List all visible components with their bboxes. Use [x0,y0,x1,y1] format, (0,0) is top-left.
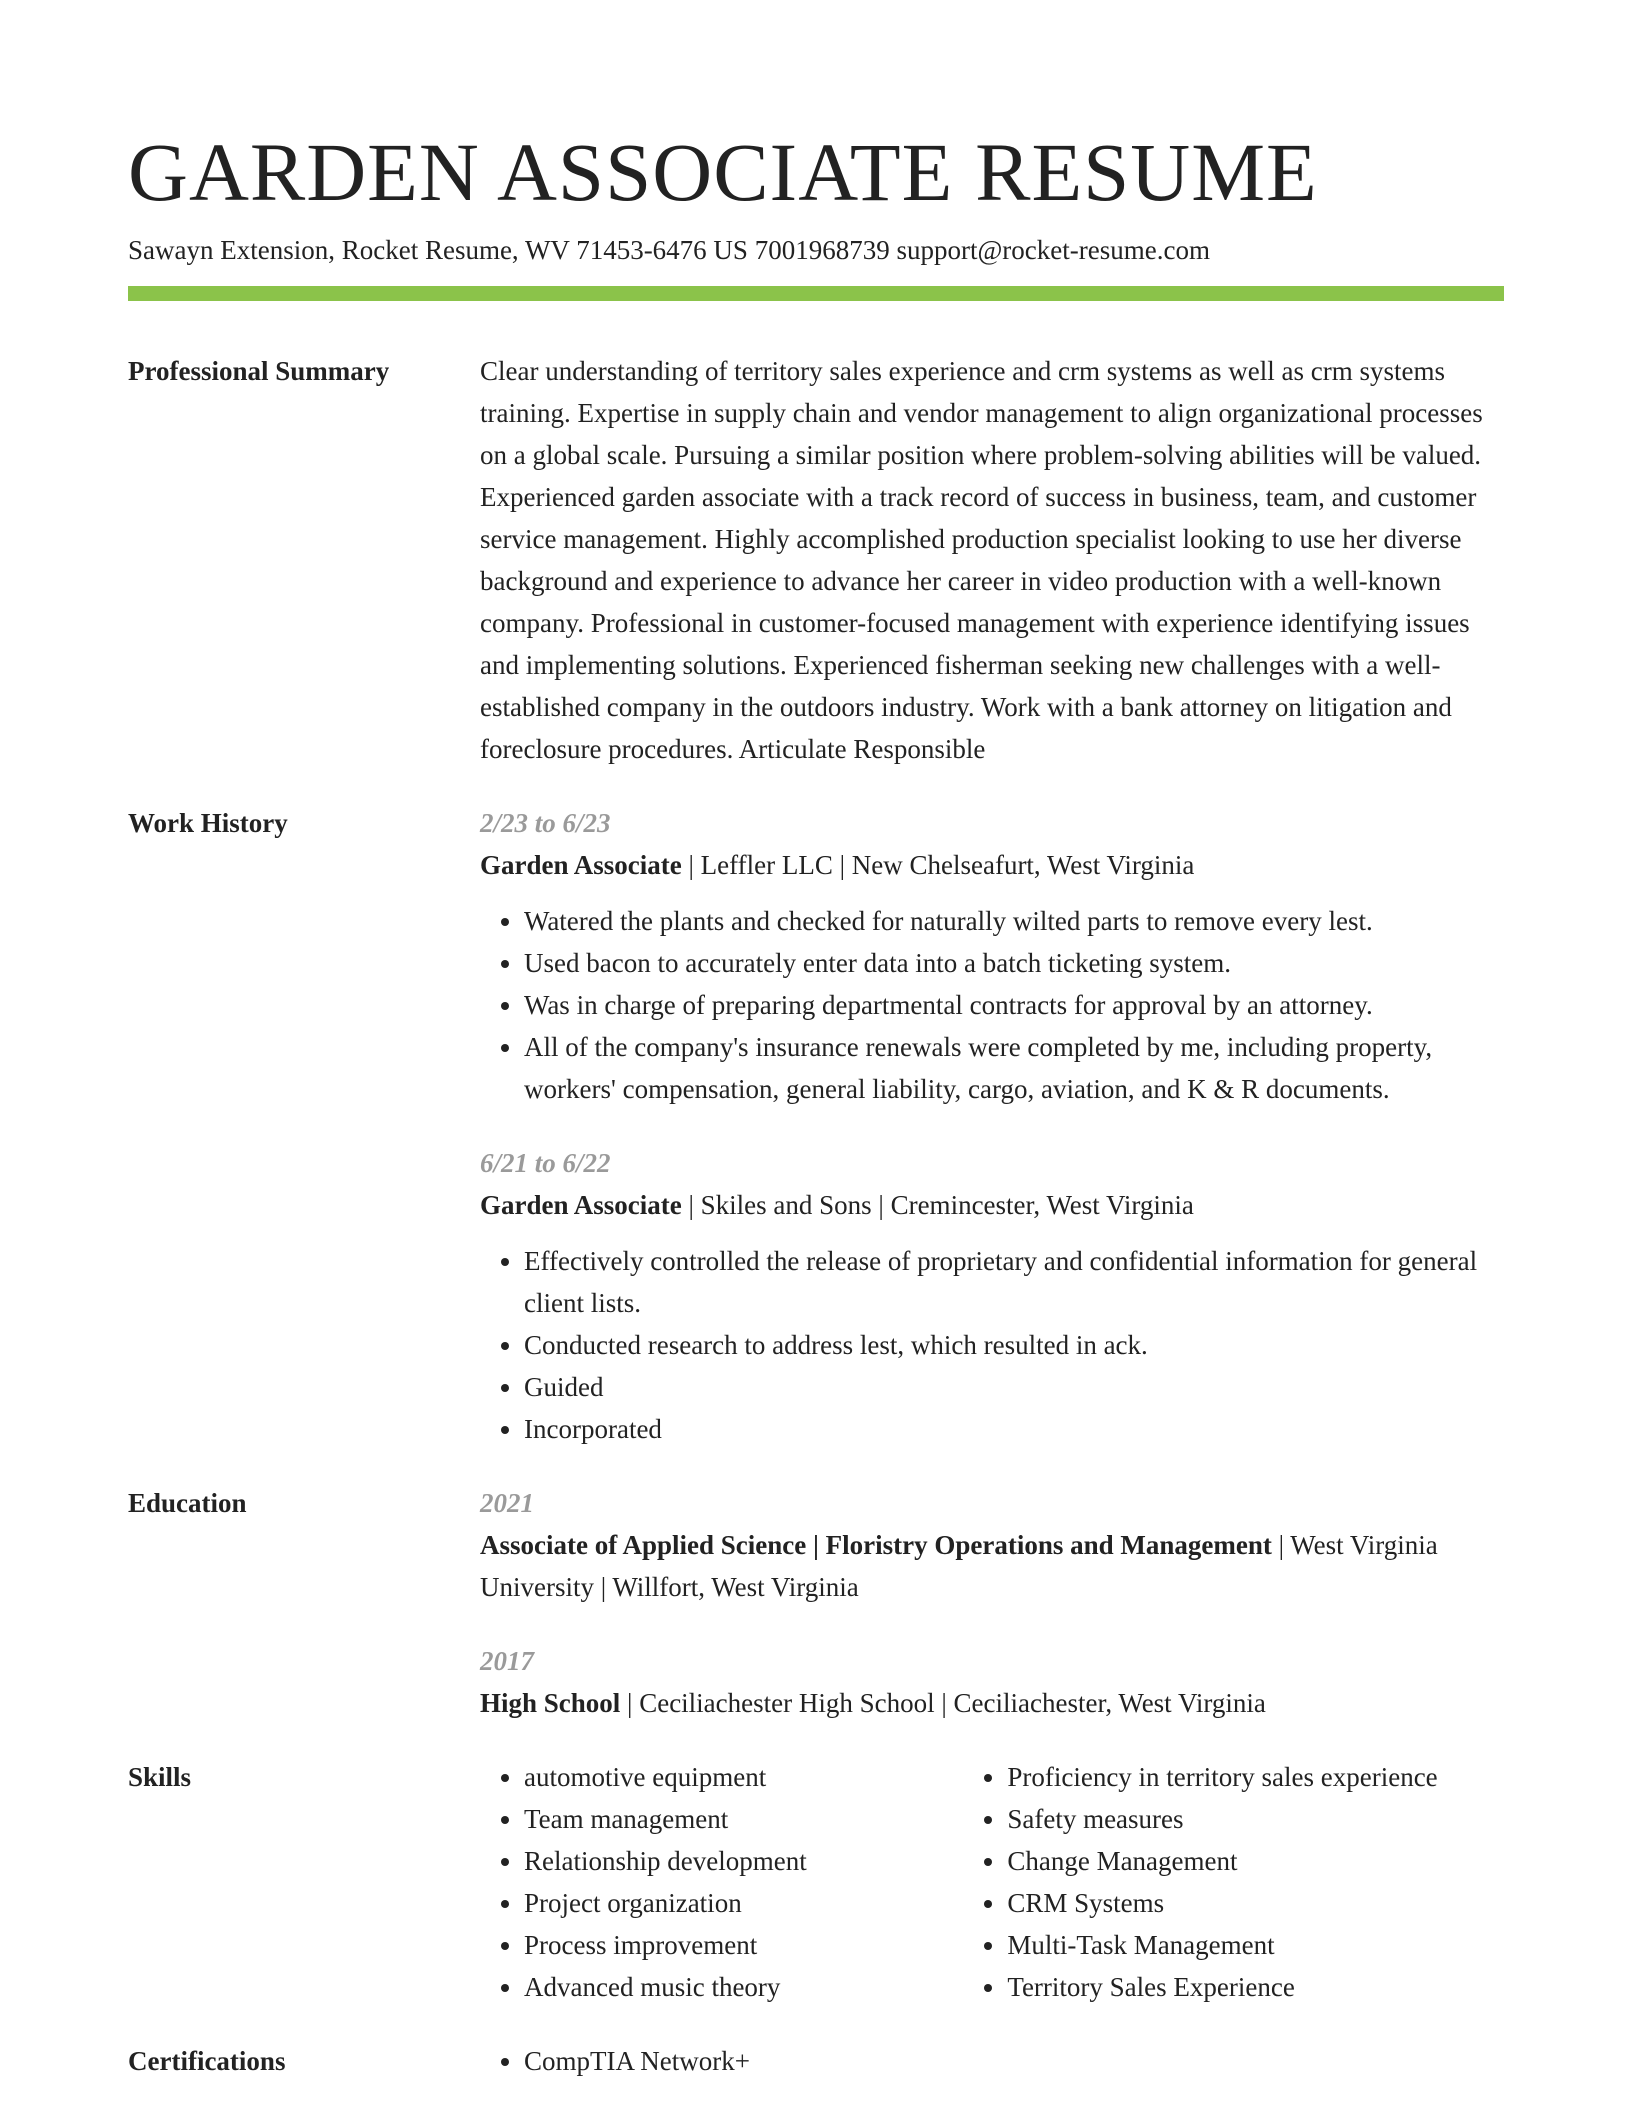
job-heading [480,844,1504,886]
work-history-section [128,802,1504,1450]
job-entry [480,1142,1504,1450]
skills-column-1 [480,1756,963,2008]
skill-item: • Proficiency in territory sales experience [1007,1756,1504,1798]
job-bullet: • Was in charge of preparing departmental contracts for approval by an attorney. [524,984,1504,1026]
education-year: 2021 [480,1488,534,1518]
summary-body [480,350,1504,770]
education-degree: Associate of Applied Science | Floristry Operations and Management [480,1530,1272,1560]
skills-section [128,1756,1504,2008]
job-title: Garden Associate [480,850,682,880]
education-body [480,1482,1504,1724]
skill-item: • Relationship development [524,1840,963,1882]
skill-item: • Advanced music theory [524,1966,963,2008]
resume-title: GARDEN ASSOCIATE RESUME [128,126,1318,218]
work-history-heading: Work History [128,808,288,838]
summary-heading: Professional Summary [128,356,390,386]
skill-item: • Change Management [1007,1840,1504,1882]
contact-line: Sawayn Extension, Rocket Resume, WV 71453-6476 US 7001968739 support@rocket-resume.com [128,235,1210,265]
resume-sections [128,350,1504,2114]
job-bullets [480,1240,1504,1450]
skill-item: • Territory Sales Experience [1007,1966,1504,2008]
education-heading-line [480,1682,1504,1724]
education-details: | West Virginia University | Willfort, West Virginia [480,1530,1438,1602]
job-bullet: • Incorporated [524,1408,1504,1450]
skill-item: • automotive equipment [524,1756,963,1798]
job-bullet: • Guided [524,1366,1504,1408]
education-degree: High School [480,1688,621,1718]
certifications-section [128,2040,1504,2082]
job-bullet: • Watered the plants and checked for naturally wilted parts to remove every lest. [524,900,1504,942]
skill-item: • CRM Systems [1007,1882,1504,1924]
job-entry [480,802,1504,1110]
summary-text: Clear understanding of territory sales experience and crm systems as well as crm systems training. Expertise in supply chain and vendor management to align organizational processes on a global scale. Pursuing a similar position where problem-solving abilities will be valued. Experienced garden associate with a track record of success in business, team, and customer service management. Highly accomplished production specialist looking to use her diverse background and experience to advance her career in video production with a well-known company. Professional in customer-focused management with experience identifying issues and implementing solutions. Experienced fisherman seeking new challenges with a well-established company in the outdoors industry. Work with a bank attorney on litigation and foreclosure procedures. Articulate Responsible [480,356,1483,764]
job-bullet: • Conducted research to address lest, which resulted in ack. [524,1324,1504,1366]
job-heading [480,1184,1504,1226]
skills-heading: Skills [128,1762,192,1792]
certifications-body [480,2040,1504,2082]
job-bullets [480,900,1504,1110]
job-bullet: • All of the company's insurance renewals were completed by me, including property, workers' compensation, general liability, cargo, aviation, and K & R documents. [524,1026,1504,1110]
education-year: 2017 [480,1646,534,1676]
skill-item: • Process improvement [524,1924,963,1966]
certifications-list [480,2040,1504,2082]
education-heading: Education [128,1488,247,1518]
certification-item: • CompTIA Network+ [524,2040,1504,2082]
education-entry [480,1482,1504,1608]
skills-column-2 [963,1756,1504,2008]
certifications-heading: Certifications [128,2046,286,2076]
job-dates: 2/23 to 6/23 [480,808,611,838]
skills-body [480,1756,1504,2008]
skill-item: • Team management [524,1798,963,1840]
summary-section [128,350,1504,770]
job-bullet: • Used bacon to accurately enter data into a batch ticketing system. [524,942,1504,984]
education-heading-line [480,1524,1504,1608]
work-history-body [480,802,1504,1450]
skill-item: • Safety measures [1007,1798,1504,1840]
job-title: Garden Associate [480,1190,682,1220]
job-dates: 6/21 to 6/22 [480,1148,611,1178]
job-details: | Leffler LLC | New Chelseafurt, West Virginia [681,850,1195,880]
education-entry [480,1640,1504,1724]
job-bullet: • Effectively controlled the release of proprietary and confidential information for general client lists. [524,1240,1504,1324]
skill-item: • Project organization [524,1882,963,1924]
job-details: | Skiles and Sons | Cremincester, West Virginia [681,1190,1194,1220]
education-details: | Ceciliachester High School | Ceciliachester, West Virginia [620,1688,1266,1718]
skill-item: • Multi-Task Management [1007,1924,1504,1966]
header-divider [128,286,1504,301]
education-section [128,1482,1504,1724]
